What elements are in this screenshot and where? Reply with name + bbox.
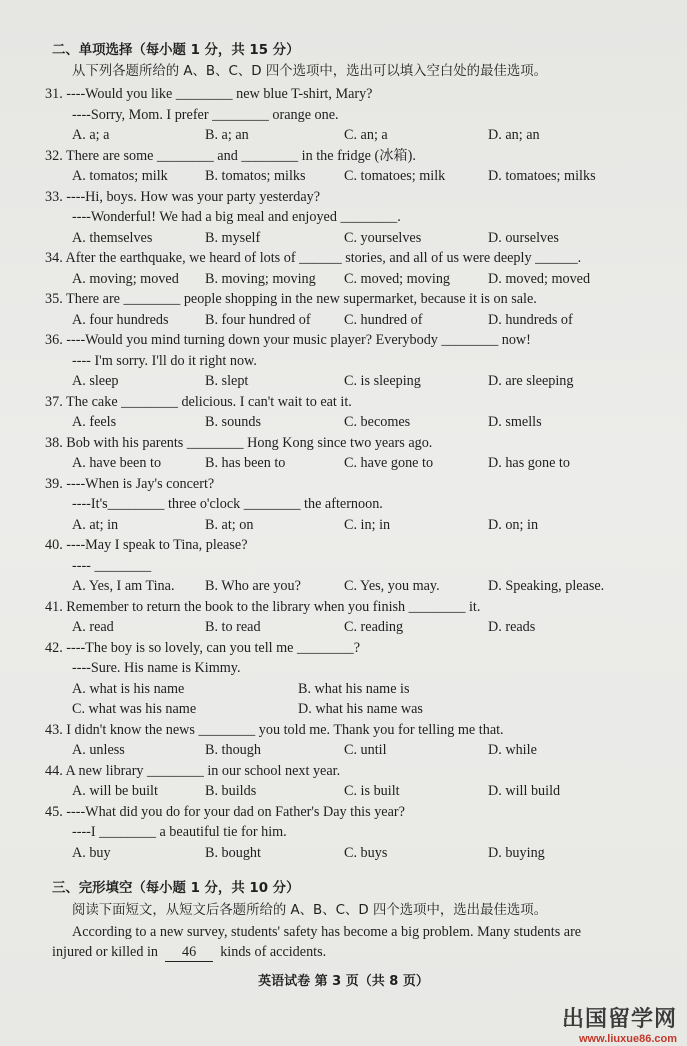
- question-34-line-1: 34. After the earthquake, we heard of lots of ______ stories, and all of us were deeply ______.: [45, 250, 582, 266]
- question-36-line-2: ---- I'm sorry. I'll do it right now.: [72, 352, 257, 369]
- question-32-line-1: 32. There are some ________ and ________ in the fridge (冰箱).: [45, 147, 416, 164]
- question-38-option-C: C. have gone to: [344, 455, 434, 471]
- question-41-line-1: 41. Remember to return the book to the library when you finish ________ it.: [45, 598, 481, 615]
- question-36-line-1: 36. ----Would you mind turning down your music player? Everybody ________ now!: [45, 332, 531, 348]
- passage-line-2: [52, 943, 326, 962]
- question-40-line-2: ---- ________: [72, 557, 152, 574]
- question-43-option-D: D. while: [488, 742, 537, 758]
- question-42-option-C: C. what was his name: [72, 701, 197, 717]
- question-40-option-D: D. Speaking, please.: [488, 578, 605, 594]
- question-33-line-2: ----Wonderful! We had a big meal and enjoyed ________.: [72, 209, 401, 225]
- question-40-option-B: B. Who are you?: [205, 578, 301, 594]
- question-39-line-2: ----It's________ three o'clock ________ the afternoon.: [72, 496, 383, 512]
- question-41-option-B: B. to read: [205, 619, 261, 635]
- section2-instruction: 从下列各题所给的 A、B、C、D 四个选项中，选出可以填入空白处的最佳选项。: [72, 64, 548, 79]
- question-33-option-D: D. ourselves: [488, 229, 559, 246]
- question-34-option-B: B. moving; moving: [205, 270, 316, 287]
- question-37-line-1: 37. The cake ________ delicious. I can't wait to eat it.: [45, 393, 352, 410]
- question-32-option-A: A. tomatos; milk: [72, 168, 168, 184]
- question-44-line-1: 44. A new library ________ in our school next year.: [45, 762, 341, 779]
- passage-line-2-post: kinds of accidents.: [220, 944, 327, 960]
- question-35-option-A: A. four hundreds: [72, 311, 169, 328]
- question-33-option-A: A. themselves: [72, 229, 153, 246]
- question-42-option-B: B. what his name is: [298, 680, 410, 697]
- question-31-option-C: C. an; a: [344, 127, 388, 143]
- question-33-line-1: 33. ----Hi, boys. How was your party yesterday?: [45, 188, 321, 205]
- question-38-option-B: B. has been to: [205, 455, 286, 471]
- question-44-option-B: B. builds: [205, 783, 257, 799]
- question-32-option-B: B. tomatos; milks: [205, 168, 306, 184]
- question-35-option-B: B. four hundred of: [205, 311, 311, 328]
- question-36-option-A: A. sleep: [72, 373, 119, 389]
- question-37-option-C: C. becomes: [344, 414, 411, 430]
- question-42-option-A: A. what is his name: [72, 680, 185, 697]
- question-34-option-C: C. moved; moving: [344, 270, 451, 287]
- question-34-option-A: A. moving; moved: [72, 270, 179, 287]
- passage-line-2-pre: injured or killed in: [52, 944, 158, 960]
- question-39-option-B: B. at; on: [205, 516, 254, 533]
- question-45-option-C: C. buys: [344, 844, 388, 861]
- question-44-option-D: D. will build: [488, 783, 561, 799]
- question-40-line-1: 40. ----May I speak to Tina, please?: [45, 537, 248, 553]
- question-36-option-B: B. slept: [205, 373, 249, 389]
- question-38-line-1: 38. Bob with his parents ________ Hong Kong since two years ago.: [45, 434, 433, 451]
- section2-heading: 二、单项选择（每小题 1 分，共 15 分）: [52, 43, 300, 58]
- question-31-option-A: A. a; a: [72, 127, 110, 143]
- question-41-option-D: D. reads: [488, 619, 536, 635]
- page-footer: 英语试卷 第 3 页（共 8 页）: [258, 974, 429, 989]
- question-31-option-D: D. an; an: [488, 127, 540, 143]
- question-35-line-1: 35. There are ________ people shopping in the new supermarket, because it is on sale.: [45, 291, 537, 307]
- section3-heading: 三、完形填空（每小题 1 分，共 10 分）: [52, 881, 300, 896]
- question-37-option-A: A. feels: [72, 414, 117, 430]
- passage-line-1: According to a new survey, students' safety has become a big problem. Many students are: [72, 924, 582, 940]
- blank-46: 46: [165, 943, 213, 962]
- question-38-option-D: D. has gone to: [488, 455, 570, 471]
- question-39-option-D: D. on; in: [488, 516, 539, 533]
- question-39-line-1: 39. ----When is Jay's concert?: [45, 475, 215, 492]
- question-35-option-D: D. hundreds of: [488, 311, 573, 328]
- question-45-option-B: B. bought: [205, 844, 261, 861]
- question-45-option-D: D. buying: [488, 844, 545, 861]
- question-39-option-A: A. at; in: [72, 516, 119, 533]
- question-45-line-2: ----I ________ a beautiful tie for him.: [72, 824, 287, 840]
- question-31-option-B: B. a; an: [205, 127, 249, 143]
- question-39-option-C: C. in; in: [344, 516, 391, 533]
- question-35-option-C: C. hundred of: [344, 311, 423, 328]
- question-32-option-D: D. tomatoes; milks: [488, 168, 596, 184]
- question-44-option-A: A. will be built: [72, 783, 158, 799]
- watermark-logo: [537, 1002, 677, 1045]
- question-31-line-1: 31. ----Would you like ________ new blue T-shirt, Mary?: [45, 86, 373, 102]
- section3-instruction: 阅读下面短文，从短文后各题所给的 A、B、C、D 四个选项中，选出最佳选项。: [72, 903, 548, 918]
- question-33-option-C: C. yourselves: [344, 229, 422, 246]
- question-42-option-D: D. what his name was: [298, 701, 423, 717]
- question-34-option-D: D. moved; moved: [488, 270, 591, 287]
- question-37-option-D: D. smells: [488, 414, 542, 430]
- question-43-option-B: B. though: [205, 742, 261, 758]
- question-45-option-A: A. buy: [72, 844, 111, 861]
- question-43-line-1: 43. I didn't know the news ________ you told me. Thank you for telling me that.: [45, 721, 504, 738]
- question-42-line-1: 42. ----The boy is so lovely, can you tell me ________?: [45, 639, 361, 656]
- question-41-option-A: A. read: [72, 619, 114, 635]
- question-40-option-A: A. Yes, I am Tina.: [72, 578, 175, 594]
- question-40-option-C: C. Yes, you may.: [344, 578, 440, 594]
- question-44-option-C: C. is built: [344, 783, 400, 799]
- question-31-line-2: ----Sorry, Mom. I prefer ________ orange one.: [72, 106, 339, 123]
- watermark-url: www.liuxue86.com: [578, 1033, 677, 1045]
- question-37-option-B: B. sounds: [205, 414, 261, 430]
- question-32-option-C: C. tomatoes; milk: [344, 168, 446, 184]
- question-36-option-D: D. are sleeping: [488, 373, 574, 389]
- question-42-line-2: ----Sure. His name is Kimmy.: [72, 660, 241, 676]
- question-38-option-A: A. have been to: [72, 455, 162, 471]
- question-41-option-C: C. reading: [344, 619, 404, 635]
- question-45-line-1: 45. ----What did you do for your dad on Father's Day this year?: [45, 803, 405, 820]
- question-33-option-B: B. myself: [205, 229, 261, 246]
- question-43-option-C: C. until: [344, 742, 387, 758]
- question-36-option-C: C. is sleeping: [344, 373, 421, 389]
- question-43-option-A: A. unless: [72, 742, 125, 758]
- watermark-text: 出国留学网: [561, 1007, 677, 1032]
